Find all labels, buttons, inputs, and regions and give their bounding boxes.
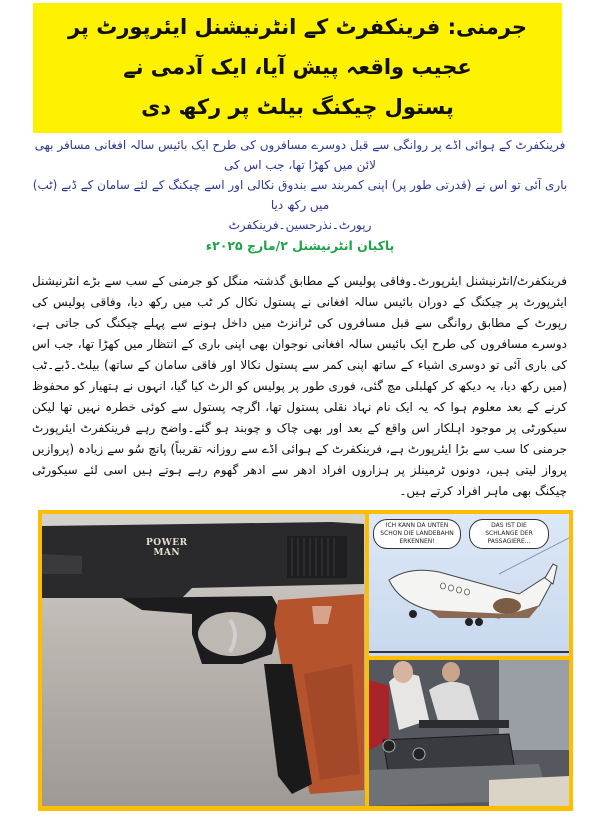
publication-source-date: پاکبان انٹرنیشنل ۲/مارچ ۲۰۲۵ء bbox=[205, 238, 395, 253]
summary-line-2: باری آئی تو اس نے (قدرتی طور پر) اپنی کمربند سے بندوق نکالی اور اسے چیکنگ کے لئے سامان کے ڈبے (ٹب) میں رکھ دیا bbox=[32, 178, 568, 212]
article-summary bbox=[28, 135, 572, 257]
image-collage-frame bbox=[38, 510, 573, 811]
headline-line-1: جرمنی: فرینکفرٹ کے انٹرنیشنل ایئرپورٹ پر عجیب واقعہ پیش آیا، ایک آدمی نے bbox=[67, 15, 528, 79]
headline-line-2: پستول چیکنگ بیلٹ پر رکھ دی bbox=[141, 95, 454, 119]
byline: رپورٹ۔نذرحسین۔فرینکفرٹ bbox=[228, 218, 372, 232]
headline-banner bbox=[33, 3, 562, 133]
pistol-engraving bbox=[146, 538, 188, 558]
airplane-cartoon bbox=[369, 514, 569, 656]
luggage-screening-photo bbox=[369, 660, 569, 806]
speech-bubble-2: DAS IST DIE SCHLANGE DER PASSAGIERE... bbox=[469, 519, 549, 549]
pistol-illustration bbox=[42, 514, 365, 806]
pistol-photo bbox=[42, 514, 365, 806]
speech-bubble-1: ICH KANN DA UNTEN SCHON DIE LANDEBAHN ERKENNEN! bbox=[373, 519, 461, 549]
article-body bbox=[32, 271, 567, 502]
engraving-line-2: MAN bbox=[153, 548, 181, 558]
luggage-scene bbox=[369, 660, 569, 806]
article-paragraph: فرینکفرٹ/انٹرنیشنل ایئرپورٹ۔وفاقی پولیس کے مطابق گذشتہ منگل کو جرمنی کے سب سے بڑے انٹرنیشنل ایئرپورٹ پر چیکنگ کے دوران بائیس سالہ افغانی نے پستول نکال کر ٹب میں رکھ دیا، وفاقی پولیس کی رپورٹ کے مطابق روانگی سے قبل مسافروں کی ٹرانزٹ میں داخل ہونے سے پہلے چیکنگ کی جاتی ہے، دوسرے مسافروں کی طرح ایک بائیس سالہ افغانی نوجوان بھی اپنی باری کے انتظار میں کھڑا تھا، جب اس کی باری آئی تو دوسری اشیاء کے ساتھ اپنی کمر سے پستول نکالا اور فاقی سامان کے ساتھ) بیلٹ۔ڈبے۔ٹب (میں رکھ دیا، یہ دیکھ کر کھلبلی مچ گئی، فوری طور پر پولیس کو الرٹ کیا گیا، انہوں نے ہتھیار کو محفوظ کرنے کے بعد معلوم ہوا کہ یہ ایک نام نہاد نقلی پستول تھا، اگرچہ پستول سے کوئی خطرہ نہیں تھا لیکن سیکورٹی پر موجود اہلکار اس واقع کے بعد اور بھی چاک و چوبند ہو گئے۔واضح رہے فرینکفرٹ ایئرپورٹ جرمنی کا سب سے بڑا ایئرپورٹ ہے، فرینکفرٹ کے ہوائی اڈے سے روزانہ تقریباً) پانچ سُو سے زیادہ (پروازیں پرواز لیتی ہیں، دونوں ٹرمینلز پر ہزاروں افراد ادھر سے ادھر گھوم رہے ہوتے ہیں اسی لئے سیکورٹی چیکنگ بھی ماہر افراد کرتے ہیں۔ bbox=[32, 274, 567, 498]
summary-line-1: فرینکفرٹ کے ہوائی اڈے پر روانگی سے قبل دوسرے مسافروں کی طرح ایک بائیس سالہ افغانی مسافر بھی لائن میں کھڑا تھا، جب اس کی bbox=[34, 138, 566, 172]
engraving-line-1: POWER bbox=[146, 538, 188, 548]
